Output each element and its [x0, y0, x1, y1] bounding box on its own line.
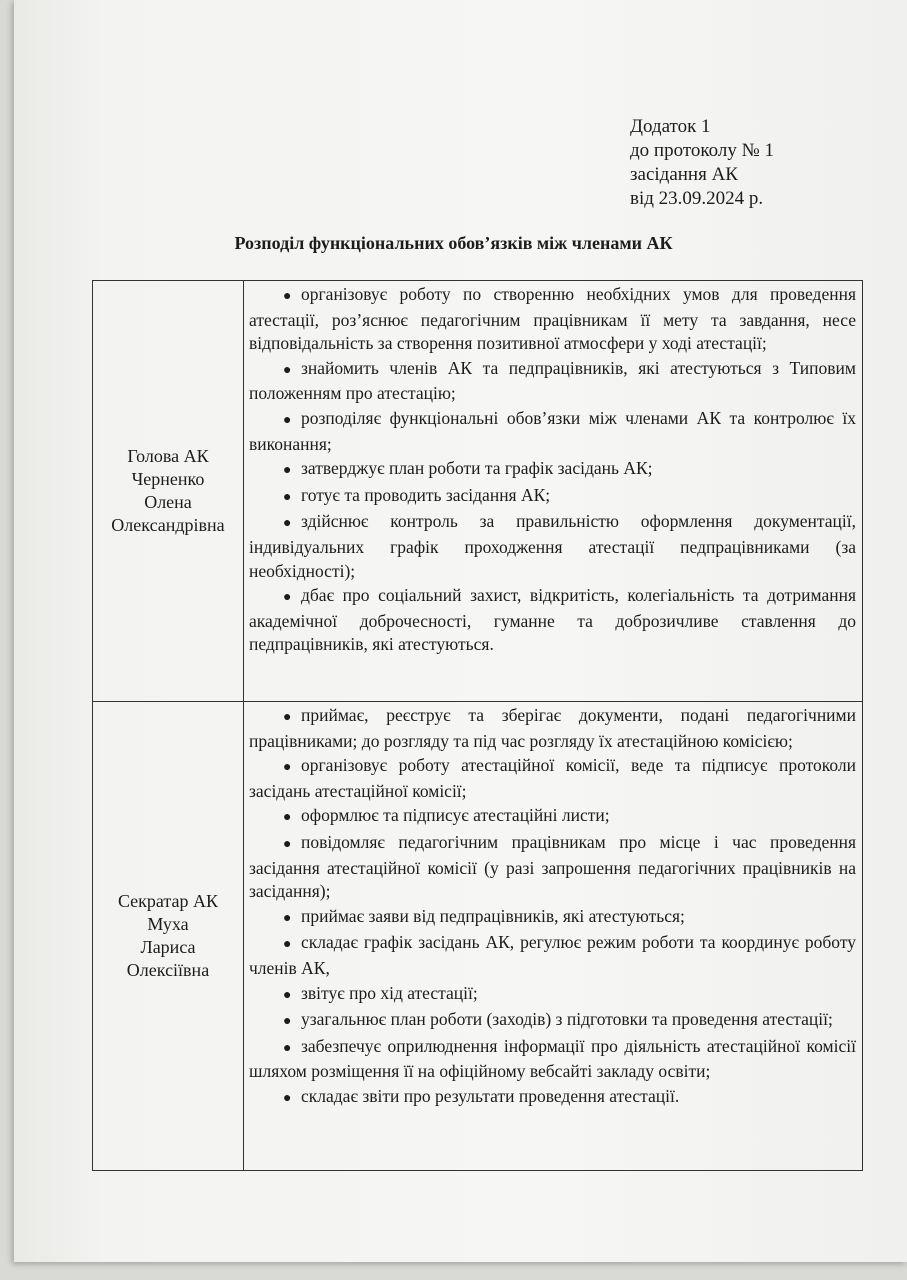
bullet-icon: ● — [283, 987, 292, 1003]
bullet-icon: ● — [283, 1040, 292, 1056]
bullet-icon: ● — [283, 937, 292, 953]
list-item: ● забезпечує оприлюднення інформації про діяльність атестаційної комісії шляхом розміщення її на офіційному вебсайті закладу освіти; — [249, 1035, 856, 1082]
person-surname: Черненко — [131, 469, 205, 489]
person-patronymic: Олександрівна — [111, 515, 225, 535]
bullet-icon: ● — [283, 760, 292, 776]
bullet-icon: ● — [283, 412, 292, 428]
list-item: ● готує та проводить засідання АК; — [249, 484, 856, 510]
bullet-icon: ● — [283, 1090, 292, 1106]
person-cell — [93, 281, 244, 702]
appendix-line: від 23.09.2024 р. — [630, 188, 764, 209]
appendix-line: Додаток 1 — [630, 116, 711, 137]
appendix-line: до протоколу № 1 — [630, 140, 775, 161]
bullet-icon: ● — [283, 463, 292, 479]
bullet-icon: ● — [283, 516, 292, 532]
list-item: ● розподіляє функціональні обов’язки між членами АК та контролює їх виконання; — [249, 407, 856, 454]
person-surname: Муха — [147, 914, 189, 934]
table-row — [93, 702, 863, 1171]
list-item: ● дбає про соціальний захист, відкритість, колегіальність та дотримання академічної доброчесності, гуманне та доброзичливе ставлення до педпрацівників, які атестуються. — [249, 585, 856, 655]
bullet-icon: ● — [283, 489, 292, 505]
list-item: ● повідомляє педагогічним працівникам про місце і час проведення засідання атестаційної комісії (у разі запрошення педагогічних працівників на засідання); — [249, 831, 856, 902]
appendix-note — [630, 115, 774, 211]
list-item: ● звітує про хід атестації; — [249, 982, 856, 1008]
bullet-icon: ● — [283, 362, 292, 378]
list-item: ● знайомить членів АК та педпрацівників, які атестуються з Типовим положенням про атестацію; — [249, 357, 856, 404]
duties-cell — [244, 702, 863, 1171]
list-item: ● здійснює контроль за правильністю оформлення документації, індивідуальних графік проходження атестації педпрацівниками (за необхідності); — [249, 511, 856, 581]
list-item: ● приймає, реєструє та зберігає документи, подані педагогічними працівниками; до розгляду та під час розгляду їх атестаційною комісією; — [249, 705, 856, 751]
bullet-icon: ● — [283, 836, 292, 852]
person-patronymic: Олексіївна — [126, 960, 210, 980]
list-item: ● складає звіти про результати проведення атестації. — [249, 1085, 856, 1111]
bullet-icon: ● — [283, 289, 292, 304]
list-item: ● організовує роботу по створенню необхідних умов для проведення атестації, роз’яснює педагогічним працівникам її мету та завдання, несе відповідальність за створення позитивної атмосфери у ході атестації; — [249, 284, 856, 354]
bullet-icon: ● — [283, 590, 292, 606]
bullet-icon: ● — [283, 810, 292, 826]
person-cell — [93, 702, 244, 1171]
list-item: ● затверджує план роботи та графік засідань АК; — [249, 457, 856, 483]
bullet-icon: ● — [283, 710, 292, 725]
table-row — [93, 281, 863, 702]
duties-cell — [244, 281, 863, 702]
list-item: ● оформлює та підписує атестаційні листи; — [249, 804, 856, 830]
bullet-icon: ● — [283, 1014, 292, 1030]
person-first-name: Олена — [144, 492, 192, 512]
list-item: ● організовує роботу атестаційної комісії, веде та підписує протоколи засідань атестаційної комісії; — [249, 755, 856, 801]
person-role: Секратар АК — [117, 891, 219, 911]
list-item: ● складає графік засідань АК, регулює режим роботи та координує роботу членів АК, — [249, 932, 856, 978]
person-first-name: Лариса — [140, 937, 196, 957]
list-item: ● приймає заяви від педпрацівників, які атестуються; — [249, 905, 856, 931]
list-item: ● узагальнює план роботи (заходів) з підготовки та проведення атестації; — [249, 1008, 856, 1034]
duties-table — [92, 280, 863, 1171]
person-role: Голова АК — [127, 446, 209, 466]
document-heading: Розподіл функціональних обов’язків між членами АК — [234, 233, 673, 253]
bullet-icon: ● — [283, 910, 292, 926]
appendix-line: засідання АК — [630, 164, 738, 185]
